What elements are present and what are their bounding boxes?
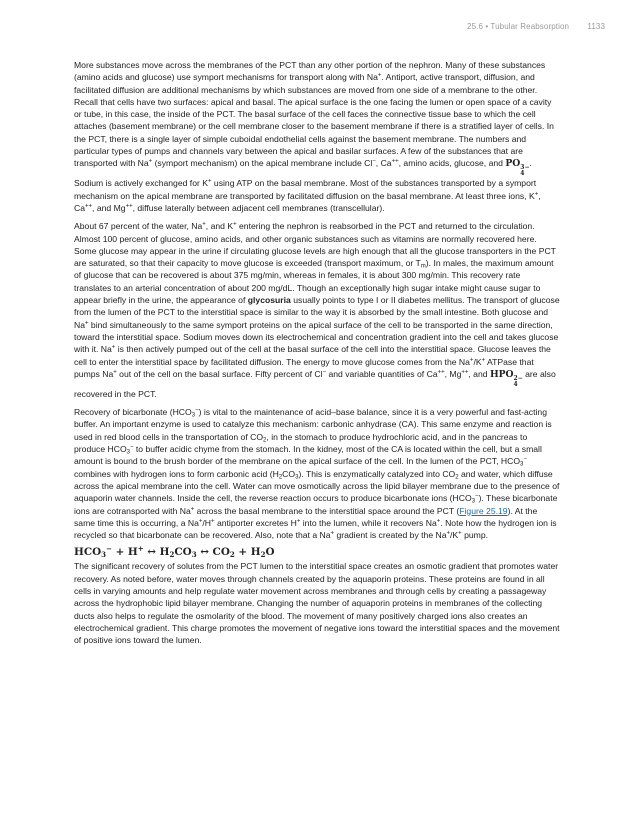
page-number: 1133 (587, 22, 605, 31)
text-run: . Sodium is actively exchanged for K (74, 158, 532, 189)
superscript: + (377, 72, 382, 79)
superscript: ++ (461, 369, 469, 376)
text-run: /K (450, 530, 459, 541)
body-text (74, 59, 560, 646)
eq-term: ↔ H (143, 546, 170, 559)
superscript: + (436, 518, 441, 525)
superscript: + (534, 191, 539, 198)
eq-term: ↔ CO (196, 546, 230, 559)
subscript: 3 (126, 449, 130, 456)
text-run: bind simultaneously to the same symport proteins on the apical surface of the cell to be transported in the same direction, toward the interstitial space. Sodium moves down its electrochemical and concentration gradient into the cell and takes glucose with it. Na (74, 319, 559, 355)
text-run: and water, which diffuse across the apical membrane into the cell. Water can move osmotically across the lipid bilayer membrane due to the presence of aquaporin water channels. Inside the cell, the reverse reaction occurs to produce bicarbonate ions (HCO (74, 468, 560, 504)
paragraph-water-glucose (74, 220, 560, 400)
superscript: + (148, 159, 153, 166)
text-run: usually points to type I or II diabetes mellitus. The transport of glucose from the lumen of the PCT to the interstitial space is similar to the way it is absorbed by the small intestine. Both glucose and Na (74, 295, 560, 330)
text-run: antiporter excretes H (214, 517, 297, 528)
text-run: ). At the same time this is occurring, a Na (74, 505, 538, 528)
text-run: . Note how the hydrogen ion is recycled so that bicarbonate can be recovered. Also, note that a Na (74, 517, 557, 541)
text-run: , Mg (444, 368, 462, 379)
superscript: − (475, 493, 479, 500)
text-run: , amino acids, glucose, and (398, 158, 506, 169)
subscript: 2 (263, 437, 267, 444)
eq-subscript: 3 (191, 550, 197, 560)
carbonic-acid-equation (74, 546, 560, 559)
superscript: + (296, 518, 301, 525)
text-run: , Ca (74, 190, 541, 213)
eq-superscript: − (106, 544, 112, 554)
text-run: out of the cell on the basal surface. Fifty percent of Cl (116, 368, 323, 379)
ion-subscript: 4 (513, 380, 518, 388)
superscript: − (130, 444, 134, 451)
superscript: + (481, 357, 486, 364)
superscript: + (469, 357, 474, 364)
subscript: 3 (191, 412, 196, 419)
superscript: + (113, 369, 117, 376)
text-run: , and Mg (92, 202, 126, 213)
text-run: combines with hydrogen ions to form carbonic acid (H (74, 468, 279, 479)
text-run: ). This is enzymatically catalyzed into CO (298, 468, 456, 479)
text-run: are also recovered in the PCT. (74, 368, 556, 399)
text-run: , diffuse laterally between adjacent cell membranes (transcellular). (132, 202, 385, 213)
eq-subscript: 3 (101, 550, 107, 560)
subscript: 3 (520, 461, 524, 468)
text-run: , Ca (375, 158, 392, 169)
phosphate-ion (505, 158, 530, 178)
text-run: /K (473, 356, 482, 367)
eq-term: CO (174, 546, 192, 559)
eq-term: O (265, 546, 275, 559)
superscript: ++ (391, 159, 399, 166)
subscript: 3 (295, 474, 299, 481)
subscript: 2 (455, 474, 459, 481)
superscript: + (208, 179, 212, 186)
paragraph-bicarbonate (74, 406, 560, 541)
superscript: ++ (437, 369, 445, 376)
text-run: More substances move across the membranes of the PCT than any other portion of the nephron. Many of these substances (amino acids and glucose) use symport mechanisms for transport along with Na (74, 60, 546, 83)
formula-text: HPO (489, 368, 514, 380)
superscript: + (111, 344, 116, 351)
text-run: using ATP on the basal membrane. Most of the substances transported by a symport mechanism on the apical membrane are transported by facilitated diffusion on the basal membrane. At least three ions, K (74, 178, 537, 201)
superscript: + (330, 530, 335, 537)
section-title: 25.6 • Tubular Reabsorption (467, 22, 570, 31)
superscript: + (458, 530, 462, 537)
superscript: − (322, 369, 327, 376)
eq-subscript: 2 (260, 550, 266, 560)
superscript: + (85, 320, 89, 327)
text-run: is then actively pumped out of the cell at the basal surface of the cell into the interstitial space. Glucose leaves the cell to enter the interstitial space by facilitated diffusion. The energy to move glucose comes from the Na (74, 344, 551, 367)
ion-charge: 2− (513, 374, 523, 382)
text-run: into the lumen, while it recovers Na (300, 517, 437, 528)
eq-term: HCO (74, 546, 102, 559)
running-header (467, 22, 605, 31)
text-run: , and K (205, 221, 234, 232)
superscript: + (202, 221, 206, 228)
formula-text: PO (505, 158, 521, 170)
figure-link[interactable]: Figure 25.19 (459, 505, 508, 516)
superscript: + (233, 221, 237, 228)
ion-charge: 3− (520, 164, 530, 172)
charge-stack (514, 376, 523, 388)
subscript: m (420, 263, 426, 270)
text-run: , in the stomach to produce hydrochloric acid, and in the pancreas to produce HCO (74, 431, 528, 455)
superscript: − (372, 159, 376, 166)
subscript: 3 (471, 498, 476, 505)
superscript: − (195, 407, 199, 414)
eq-term: + H (234, 546, 261, 559)
eq-subscript: 2 (169, 550, 175, 560)
subscript: 2 (278, 474, 283, 481)
text-run: ) is vital to the maintenance of acid–base balance, since it is a very powerful and fast-acting buffer. An important enzyme is used to catalyze this mechanism: carbonic anhydrase (CA). This same enzyme and reaction is used in red blood cells in the transportation of CO (74, 407, 552, 442)
hydrogen-phosphate-ion (489, 368, 523, 388)
ion-subscript: 4 (520, 170, 525, 178)
superscript: + (211, 518, 215, 525)
text-run: and variable quantities of Ca (326, 368, 438, 379)
paragraph-osmotic-gradient: The significant recovery of solutes from the PCT lumen to the interstitial space creates an osmotic gradient that promotes water recovery. As noted before, water moves through channels created by the aquaporin proteins. These proteins are found in all cells in varying amounts and help regulate water movement across membranes and through cells by creating a passageway across the hydrophobic lipid bilayer membrane. Changing the number of aquaporin proteins in membranes of the collecting ducts also helps to regulate the osmolarity of the blood. The movement of many positively charged ions also creates an electrochemical gradient. This charge promotes the movement of negative ions toward the interstitial spaces and the movement of positive ions toward the lumen. (74, 561, 560, 646)
eq-term: + H (111, 546, 138, 559)
paragraph-pct-transport (74, 59, 560, 214)
eq-subscript: 2 (229, 550, 235, 560)
text-run: across the basal membrane to the interstitial space around the PCT ( (194, 505, 460, 516)
superscript: ++ (85, 203, 93, 210)
text-run: pump. (461, 530, 489, 541)
superscript: ++ (125, 203, 133, 210)
text-run: entering the nephron is reabsorbed in the PCT and returned to the circulation. Almost 100 percent of glucose, amino acids, and other organic substances such as vitamins are normally recovered here. Some glucose may appear in the urine if circulating glucose levels are high enough that all the glucose transporters in the PCT are saturated, so that their capacity to move glucose is exceeded (transport maximum, or T (74, 221, 556, 269)
text-run: ). In males, the maximum amount of glucose that can be recovered is about 375 mg/min, whereas in females, it is about 300 mg/min. This recovery rate translates to an arterial concentration of about 200 mg/dL. Though an exceptionally high sugar intake might cause sugar to appear briefly in the urine, the appearance of (74, 258, 554, 306)
superscript: + (446, 530, 451, 537)
text-run: . Antiport, active transport, diffusion, and facilitated diffusion are additional mechanisms by which substances are moved from one side of a membrane to the other. Recall that cells have two surfaces: apical and basal. The apical surface is the one facing the lumen or open space of a cavity or tube, in this case, the inside of the PCT. The basal surface of the cell faces the connective tissue base to which the cell attaches (basement membrane) or the cell membrane closer to the basement membrane if there is a stratified layer of cells. In the PCT, there is a single layer of simple cuboidal endothelial cells against the basement membrane. The numbers and particular types of pumps and channels vary between the apical and basilar surfaces. A few of the substances that are transported with Na (74, 72, 554, 169)
text-run: ). These bicarbonate ions are cotransported with Na (74, 493, 558, 516)
text-run: to buffer acidic chyme from the stomach. In the kidney, most of the CA is located within the cell, but a small amount is bound to the brush border of the membrane on the apical surface of the cell. In the lumen of the PCT, HCO (74, 444, 542, 467)
superscript: − (523, 457, 527, 463)
text-run: ATPase that pumps Na (74, 356, 534, 379)
eq-superscript: + (137, 544, 144, 554)
text-run: gradient is created by the Na (334, 530, 447, 541)
text-run: About 67 percent of the water, Na (74, 221, 203, 232)
text-run: , and (468, 368, 490, 379)
text-run: Recovery of bicarbonate (HCO (74, 407, 192, 418)
text-run: CO (282, 468, 296, 479)
text-run: (symport mechanism) on the apical membrane include Cl (152, 158, 373, 169)
superscript: + (190, 506, 195, 513)
text-run: /H (202, 517, 212, 528)
key-term: glycosuria (247, 295, 291, 306)
superscript: + (198, 518, 203, 525)
